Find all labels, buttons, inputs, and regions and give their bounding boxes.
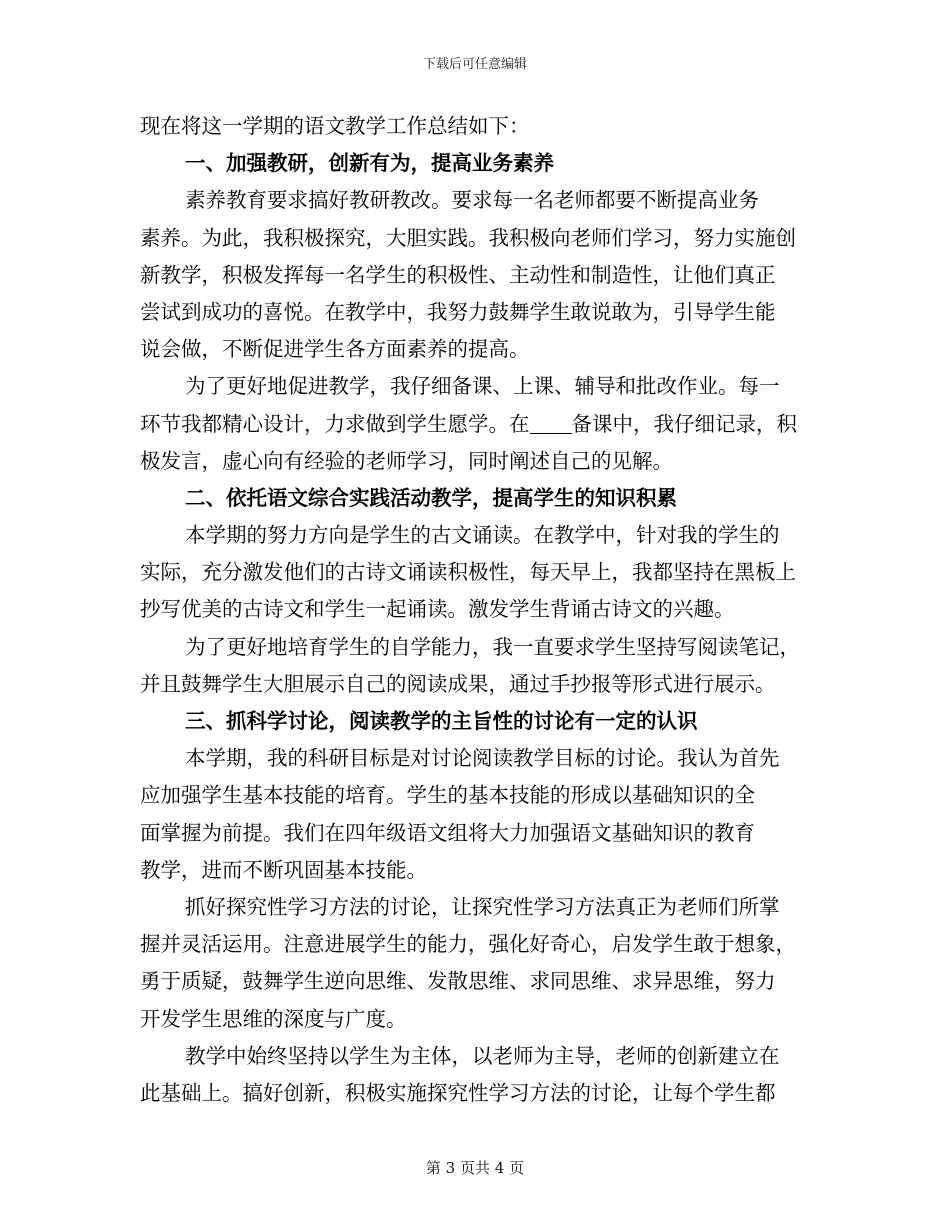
paragraph-line: 本学期的努力方向是学生的古文诵读。在教学中，针对我的学生的 [185, 523, 780, 548]
paragraph-line: 素养教育要求搞好教研教改。要求每一名老师都要不断提高业务 [185, 188, 759, 213]
paragraph-line: 开发学生思维的深度与广度。 [140, 1006, 407, 1031]
intro-line: 现在将这一学期的语文教学工作总结如下： [140, 114, 530, 138]
paragraph-line: 为了更好地培育学生的自学能力，我一直要求学生坚持写阅读笔记， [185, 634, 800, 659]
document-body [140, 108, 810, 1112]
paragraph-line: 面掌握为前提。我们在四年级语文组将大力加强语文基础知识的教育 [140, 820, 755, 845]
paragraph-line-with-blank [140, 406, 810, 443]
paragraph-line: 说会做，不断促进学生各方面素养的提高。 [140, 337, 530, 362]
paragraph-line: 为了更好地促进教学，我仔细备课、上课、辅导和批改作业。每一 [185, 374, 780, 399]
paragraph-line: 应加强学生基本技能的培育。学生的基本技能的形成以基础知识的全 [140, 783, 755, 808]
text-segment: 环节我都精心设计，力求做到学生愿学。在 [140, 411, 530, 436]
paragraph-line: 本学期，我的科研目标是对讨论阅读教学目标的讨论。我认为首先 [185, 746, 780, 771]
page-footer: 第 3 页共 4 页 [425, 1159, 525, 1177]
paragraph-line: 握并灵活运用。注意进展学生的能力，强化好奇心，启发学生敢于想象， [140, 932, 796, 957]
paragraph-line: 尝试到成功的喜悦。在教学中，我努力鼓舞学生敢说敢为，引导学生能 [140, 299, 776, 324]
paragraph-line: 教学，进而不断巩固基本技能。 [140, 857, 427, 882]
fill-in-blank [530, 413, 572, 434]
section-heading-2: 二、依托语文综合实践活动教学，提高学生的知识积累 [185, 485, 677, 510]
page-header: 下载后可任意编辑 [422, 57, 527, 72]
paragraph-line: 此基础上。搞好创新，积极实施探究性学习方法的讨论，让每个学生都 [140, 1080, 776, 1105]
paragraph-line: 极发言，虚心向有经验的老师学习，同时阐述自己的见解。 [140, 448, 673, 473]
paragraph-line: 抓好探究性学习方法的讨论，让探究性学习方法真正为老师们所掌 [185, 894, 780, 919]
section-heading-3: 三、抓科学讨论，阅读教学的主旨性的讨论有一定的认识 [185, 709, 698, 733]
paragraph-line: 新教学，积极发挥每一名学生的积极性、主动性和制造性，让他们真正 [140, 262, 776, 287]
section-heading-1: 一、加强教研，创新有为，提高业务素养 [185, 151, 554, 176]
paragraph-line: 抄写优美的古诗文和学生一起诵读。激发学生背诵古诗文的兴趣。 [140, 597, 735, 622]
paragraph-line: 并且鼓舞学生大胆展示自己的阅读成果，通过手抄报等形式进行展示。 [140, 671, 776, 696]
paragraph-line: 教学中始终坚持以学生为主体，以老师为主导，老师的创新建立在 [185, 1043, 780, 1068]
text-segment: 备课中，我仔细记录，积 [571, 411, 797, 436]
paragraph-line: 实际，充分激发他们的古诗文诵读积极性，每天早上，我都坚持在黑板上 [140, 560, 796, 585]
paragraph-line: 勇于质疑，鼓舞学生逆向思维、发散思维、求同思维、求异思维，努力 [140, 969, 776, 994]
paragraph-line: 素养。为此，我积极探究，大胆实践。我积极向老师们学习，努力实施创 [140, 225, 796, 250]
